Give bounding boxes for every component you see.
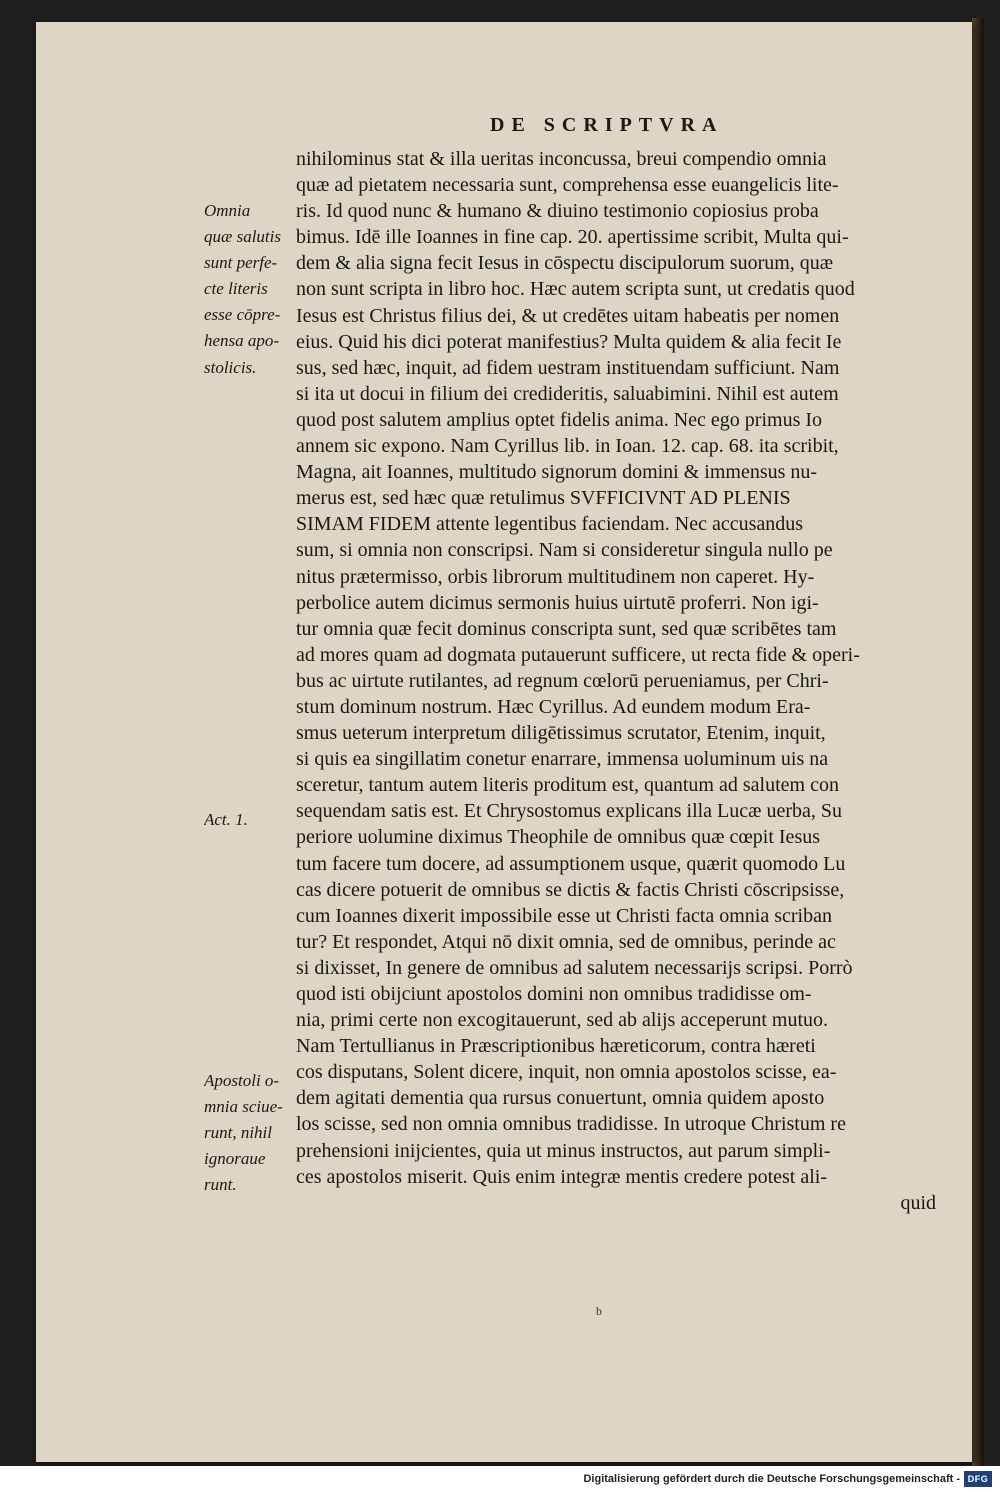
signature-mark: b [596, 1304, 602, 1318]
text-line: cas dicere potuerit de omnibus se dictis & factis Christi cōscripsisse, [296, 878, 845, 901]
text-line: bimus. Idē ille Ioannes in fine cap. 20. apertissime scribit, Multa qui- [296, 226, 849, 249]
text-line: quod post salutem amplius optet fidelis anima. Nec ego primus Io [296, 408, 823, 431]
page-edge [972, 18, 984, 1466]
margin-note-acts [204, 807, 294, 833]
margin-note-omnia [204, 198, 294, 381]
text-line: ad mores quam ad dogmata putauerunt sufficere, ut recta fide & operi- [296, 643, 860, 666]
text-line: sus, sed hæc, inquit, ad fidem uestram instituendam sufficiunt. Nam [296, 356, 840, 379]
text-line: tur omnia quæ fecit dominus conscripta sunt, sed quæ scribētes tam [296, 617, 837, 640]
text-line: Magna, ait Ioannes, multitudo signorum domini & immensus nu- [296, 461, 818, 484]
text-line: ris. Id quod nunc & humano & diuino testimonio copiosius proba [296, 200, 819, 223]
text-line: nihilominus stat & illa ueritas inconcussa, breui compendio omnia [296, 148, 827, 170]
text-line: nia, primi certe non excogitauerunt, sed ab alijs acceperunt mutuo. [296, 1009, 829, 1032]
text-line: periore uolumine diximus Theophile de omnibus quæ cœpit Iesus [296, 826, 821, 849]
margin-note-line: quæ salutis [204, 227, 281, 247]
margin-note-line: cte literis [204, 279, 268, 299]
text-line: cum Ioannes dixerit impossibile esse ut Christi facta omnia scriban [296, 904, 832, 927]
text-line: Nam Tertullianus in Præscriptionibus hæreticorum, contra hæreti [296, 1035, 816, 1058]
text-line: bus ac uirtute rutilantes, ad regnum cœlorū perueniamus, per Chri- [296, 669, 829, 692]
text-line: sum, si omnia non conscripsi. Nam si consideretur singula nullo pe [296, 539, 833, 562]
text-line: ces apostolos miserit. Quis enim integræ mentis credere potest ali- [296, 1165, 827, 1188]
footer-credit: Digitalisierung gefördert durch die Deutsche Forschungsgemeinschaft - [583, 1473, 960, 1485]
text-line: nitus prætermisso, orbis librorum multitudinem non caperet. Hy- [296, 565, 815, 588]
text-line: stum dominum nostrum. Hæc Cyrillus. Ad eundem modum Era- [296, 695, 811, 718]
margin-note-line: Omnia [204, 201, 251, 220]
text-line: dem agitati dementia qua rursus conuertunt, omnia quidem aposto [296, 1087, 825, 1110]
dfg-logo-icon: DFG [964, 1471, 992, 1487]
margin-note-line: Apostoli o- [204, 1071, 280, 1090]
margin-note-apostoli [204, 1068, 294, 1198]
text-line: tum facere tum docere, ad assumptionem usque, quærit quomodo Lu [296, 852, 846, 875]
text-line: annem sic expono. Nam Cyrillus lib. in Ioan. 12. cap. 68. ita scribit, [296, 435, 839, 458]
text-line: SIMAM FIDEM attente legentibus faciendam. Nec accusandus [296, 513, 804, 536]
text-line: quæ ad pietatem necessaria sunt, comprehensa esse euangelicis lite- [296, 174, 839, 197]
margin-note-line: mnia sciue- [204, 1097, 283, 1117]
body-text [296, 146, 936, 1216]
text-line: si quis ea singillatim conetur enarrare, immensa uoluminum uis na [296, 748, 829, 771]
text-line: Iesus est Christus filius dei, & ut credētes uitam habeatis per nomen [296, 304, 840, 327]
margin-note-line: runt, nihil [204, 1123, 273, 1143]
text-line: non sunt scripta in libro hoc. Hæc autem scripta sunt, ut credatis quod [296, 278, 855, 301]
text-line: dem & alia signa fecit Iesus in cōspectu discipulorum suorum, quæ [296, 252, 834, 275]
text-line: merus est, sed hæc quæ retulimus SVFFICIVNT AD PLENIS [296, 487, 791, 510]
text-line: smus ueterum interpretum diligētissimus scrutator, Etenim, inquit, [296, 722, 826, 745]
text-line: si dixisset, In genere de omnibus ad salutem necessarijs scripsi. Porrò [296, 956, 853, 979]
catchword: quid [900, 1191, 936, 1214]
text-line: perbolice autem dicimus sermonis huius uirtutē proferri. Non igi- [296, 591, 819, 614]
running-head: DE SCRIPTVRA [490, 114, 724, 136]
text-line: prehensioni inijcientes, quia ut minus instructos, aut parum simpli- [296, 1139, 831, 1162]
text-line: los scisse, sed non omnia omnibus tradidisse. In utroque Christum re [296, 1113, 846, 1136]
margin-note-line: stolicis. [204, 357, 257, 377]
margin-note-line: esse cōpre- [204, 305, 281, 325]
text-line: quod isti obijciunt apostolos domini non omnibus tradidisse om- [296, 983, 812, 1005]
footer-bar [0, 1466, 1000, 1493]
margin-note-line: hensa apo- [204, 331, 280, 351]
text-line: si ita ut docui in filium dei credideritis, saluabimini. Nihil est autem [296, 382, 839, 405]
margin-note-line: sunt perfe- [204, 253, 278, 273]
margin-note-line: Act. 1. [204, 810, 248, 829]
margin-note-line: runt. [204, 1175, 237, 1195]
text-line: tur? Et respondet, Atqui nō dixit omnia, sed de omnibus, perinde ac [296, 930, 836, 953]
text-line: eius. Quid his dici poterat manifestius? Multa quidem & alia fecit Ie [296, 330, 842, 353]
text-line: sceretur, tantum autem literis proditum est, quantum ad salutem con [296, 774, 839, 797]
margin-note-line: ignoraue [204, 1149, 266, 1169]
text-line: cos disputans, Solent dicere, inquit, non omnia apostolos scisse, ea- [296, 1061, 837, 1084]
text-line: sequendam satis est. Et Chrysostomus explicans illa Lucæ uerba, Su [296, 800, 843, 823]
